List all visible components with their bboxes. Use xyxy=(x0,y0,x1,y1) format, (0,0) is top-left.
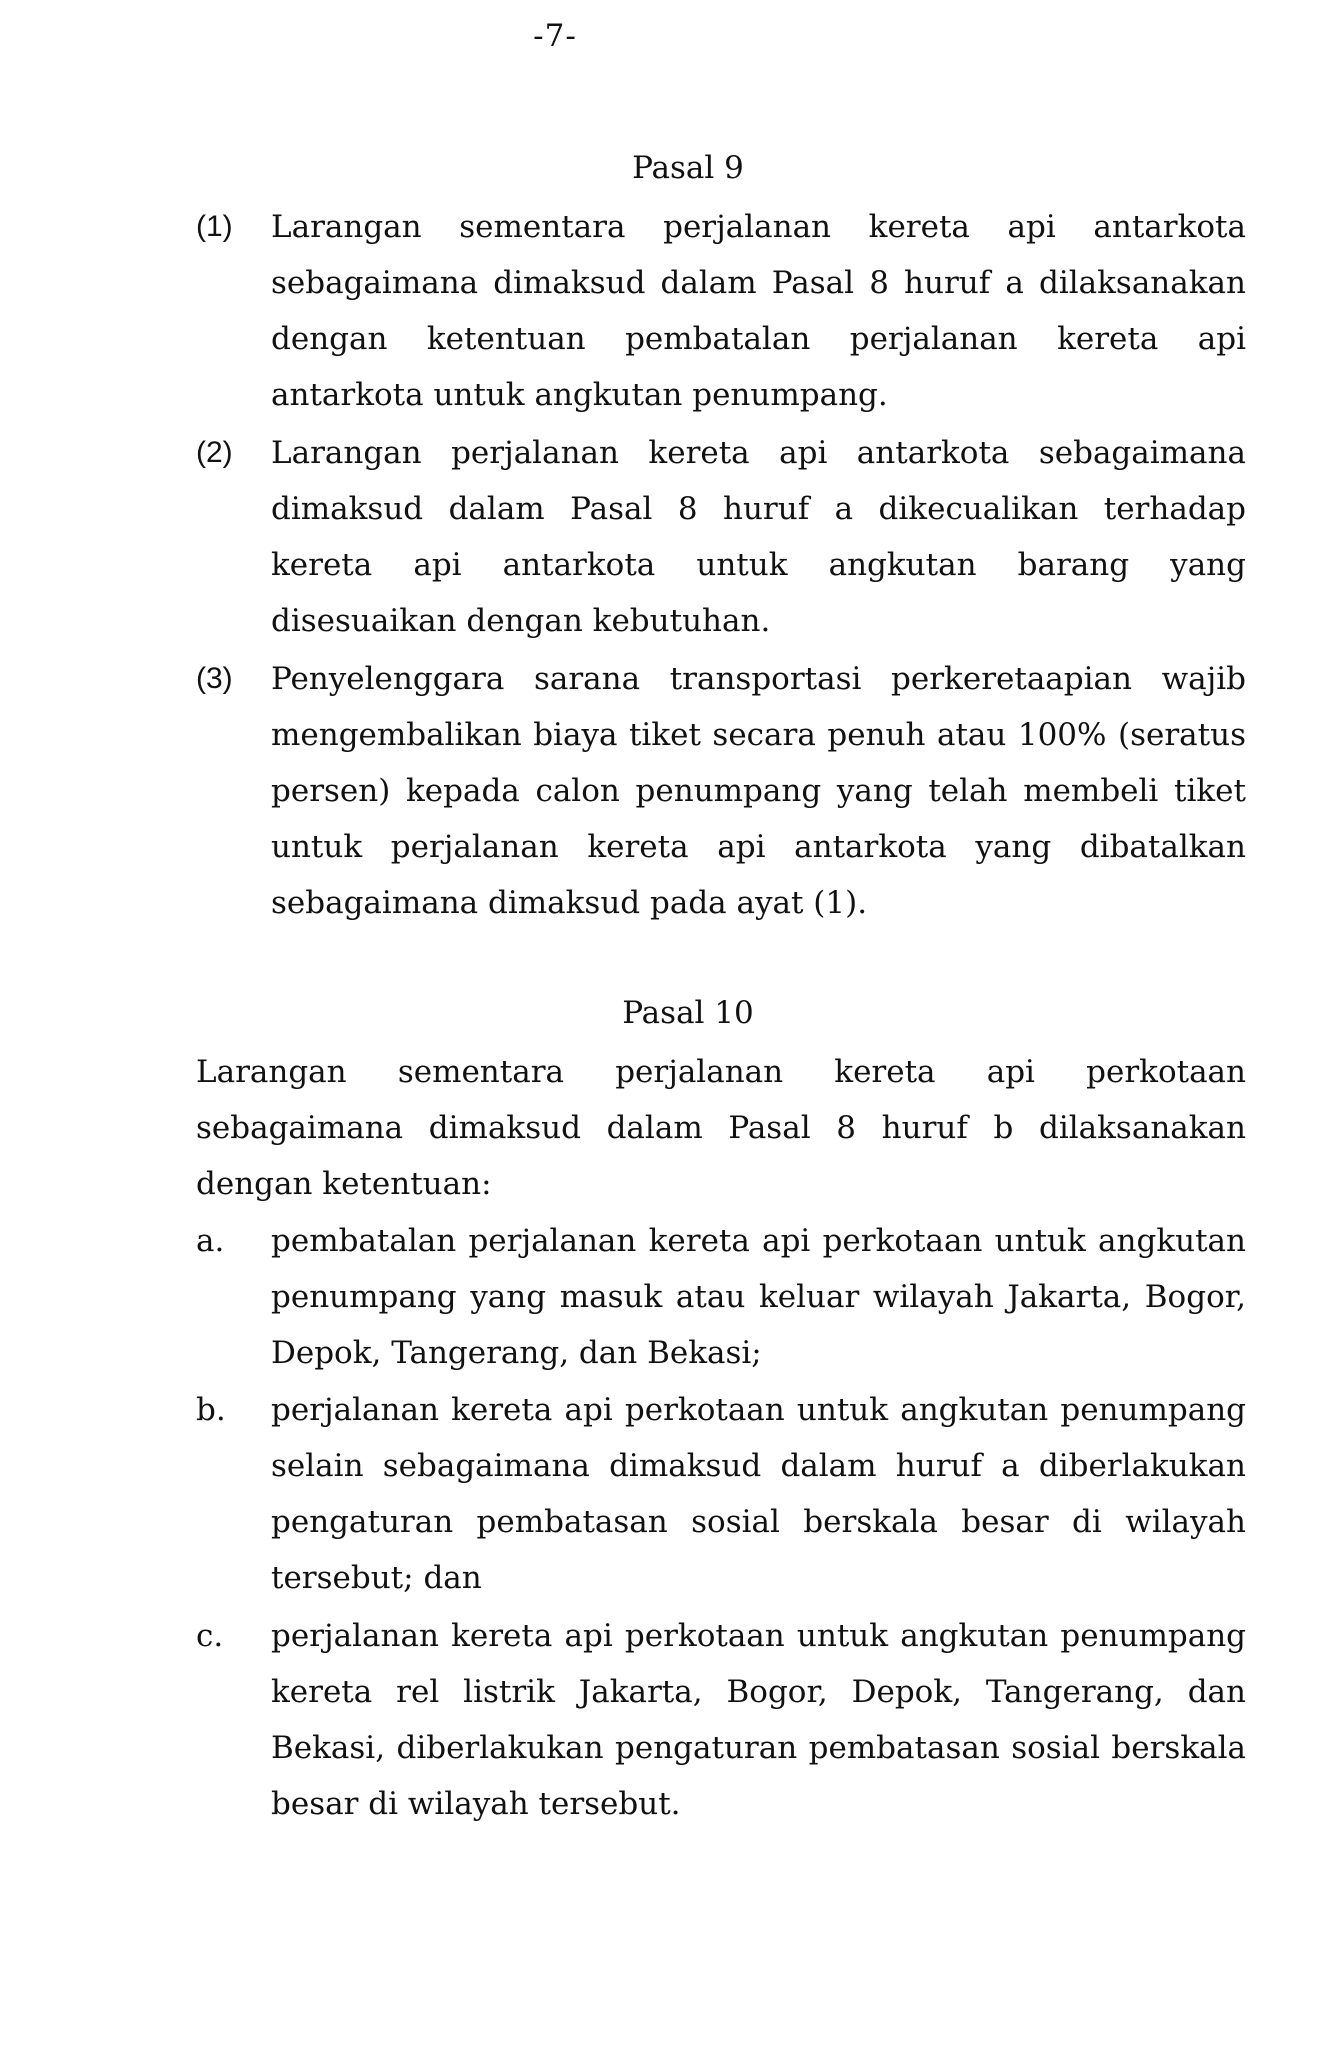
huruf-text: pembatalan perjalanan kereta api perkotaan untuk angkutan penumpang yang masuk atau keluar wilayah Jakarta, Bogor, Depok, Tangerang, dan Bekasi; xyxy=(271,1223,1246,1371)
huruf-text: perjalanan kereta api perkotaan untuk angkutan penumpang selain sebagaimana dimaksud dalam huruf a diberlakukan pengaturan pembatasan sosial berskala besar di wilayah tersebut; dan xyxy=(271,1392,1246,1596)
ayat-marker: (1) xyxy=(196,210,233,243)
ayat-marker: (3) xyxy=(196,662,233,695)
pasal-10-title: Pasal 10 xyxy=(622,995,754,1031)
page-number: -7- xyxy=(533,18,577,54)
huruf-marker: b. xyxy=(196,1392,226,1428)
pasal-9-ayat-3 xyxy=(196,651,1246,931)
pasal-9-ayat-1 xyxy=(196,199,1246,423)
huruf-marker: c. xyxy=(196,1618,224,1654)
pasal-10-intro: Larangan sementara perjalanan kereta api perkotaan sebagaimana dimaksud dalam Pasal 8 huruf b dilaksanakan dengan ketentuan: xyxy=(196,1054,1246,1202)
pasal-9-ayat-2 xyxy=(196,425,1246,649)
ayat-marker: (2) xyxy=(196,436,233,469)
huruf-marker: a. xyxy=(196,1223,225,1259)
huruf-text: perjalanan kereta api perkotaan untuk angkutan penumpang kereta rel listrik Jakarta, Bogor, Depok, Tangerang, dan Bekasi, diberlakukan pengaturan pembatasan sosial berskala besar di wilayah tersebut. xyxy=(271,1618,1246,1822)
pasal-10-huruf-b xyxy=(196,1382,1246,1606)
pasal-10-huruf-a xyxy=(196,1213,1246,1381)
ayat-text: Larangan sementara perjalanan kereta api antarkota sebagaimana dimaksud dalam Pasal 8 huruf a dilaksanakan dengan ketentuan pembatalan perjalanan kereta api antarkota untuk angkutan penumpang. xyxy=(271,209,1246,413)
pasal-10-huruf-c xyxy=(196,1608,1246,1832)
ayat-text: Penyelenggara sarana transportasi perkeretaapian wajib mengembalikan biaya tiket secara penuh atau 100% (seratus persen) kepada calon penumpang yang telah membeli tiket untuk perjalanan kereta api antarkota yang dibatalkan sebagaimana dimaksud pada ayat (1). xyxy=(271,661,1246,921)
ayat-text: Larangan perjalanan kereta api antarkota sebagaimana dimaksud dalam Pasal 8 huruf a dikecualikan terhadap kereta api antarkota untuk angkutan barang yang disesuaikan dengan kebutuhan. xyxy=(271,435,1246,639)
pasal-9-title: Pasal 9 xyxy=(632,150,744,186)
